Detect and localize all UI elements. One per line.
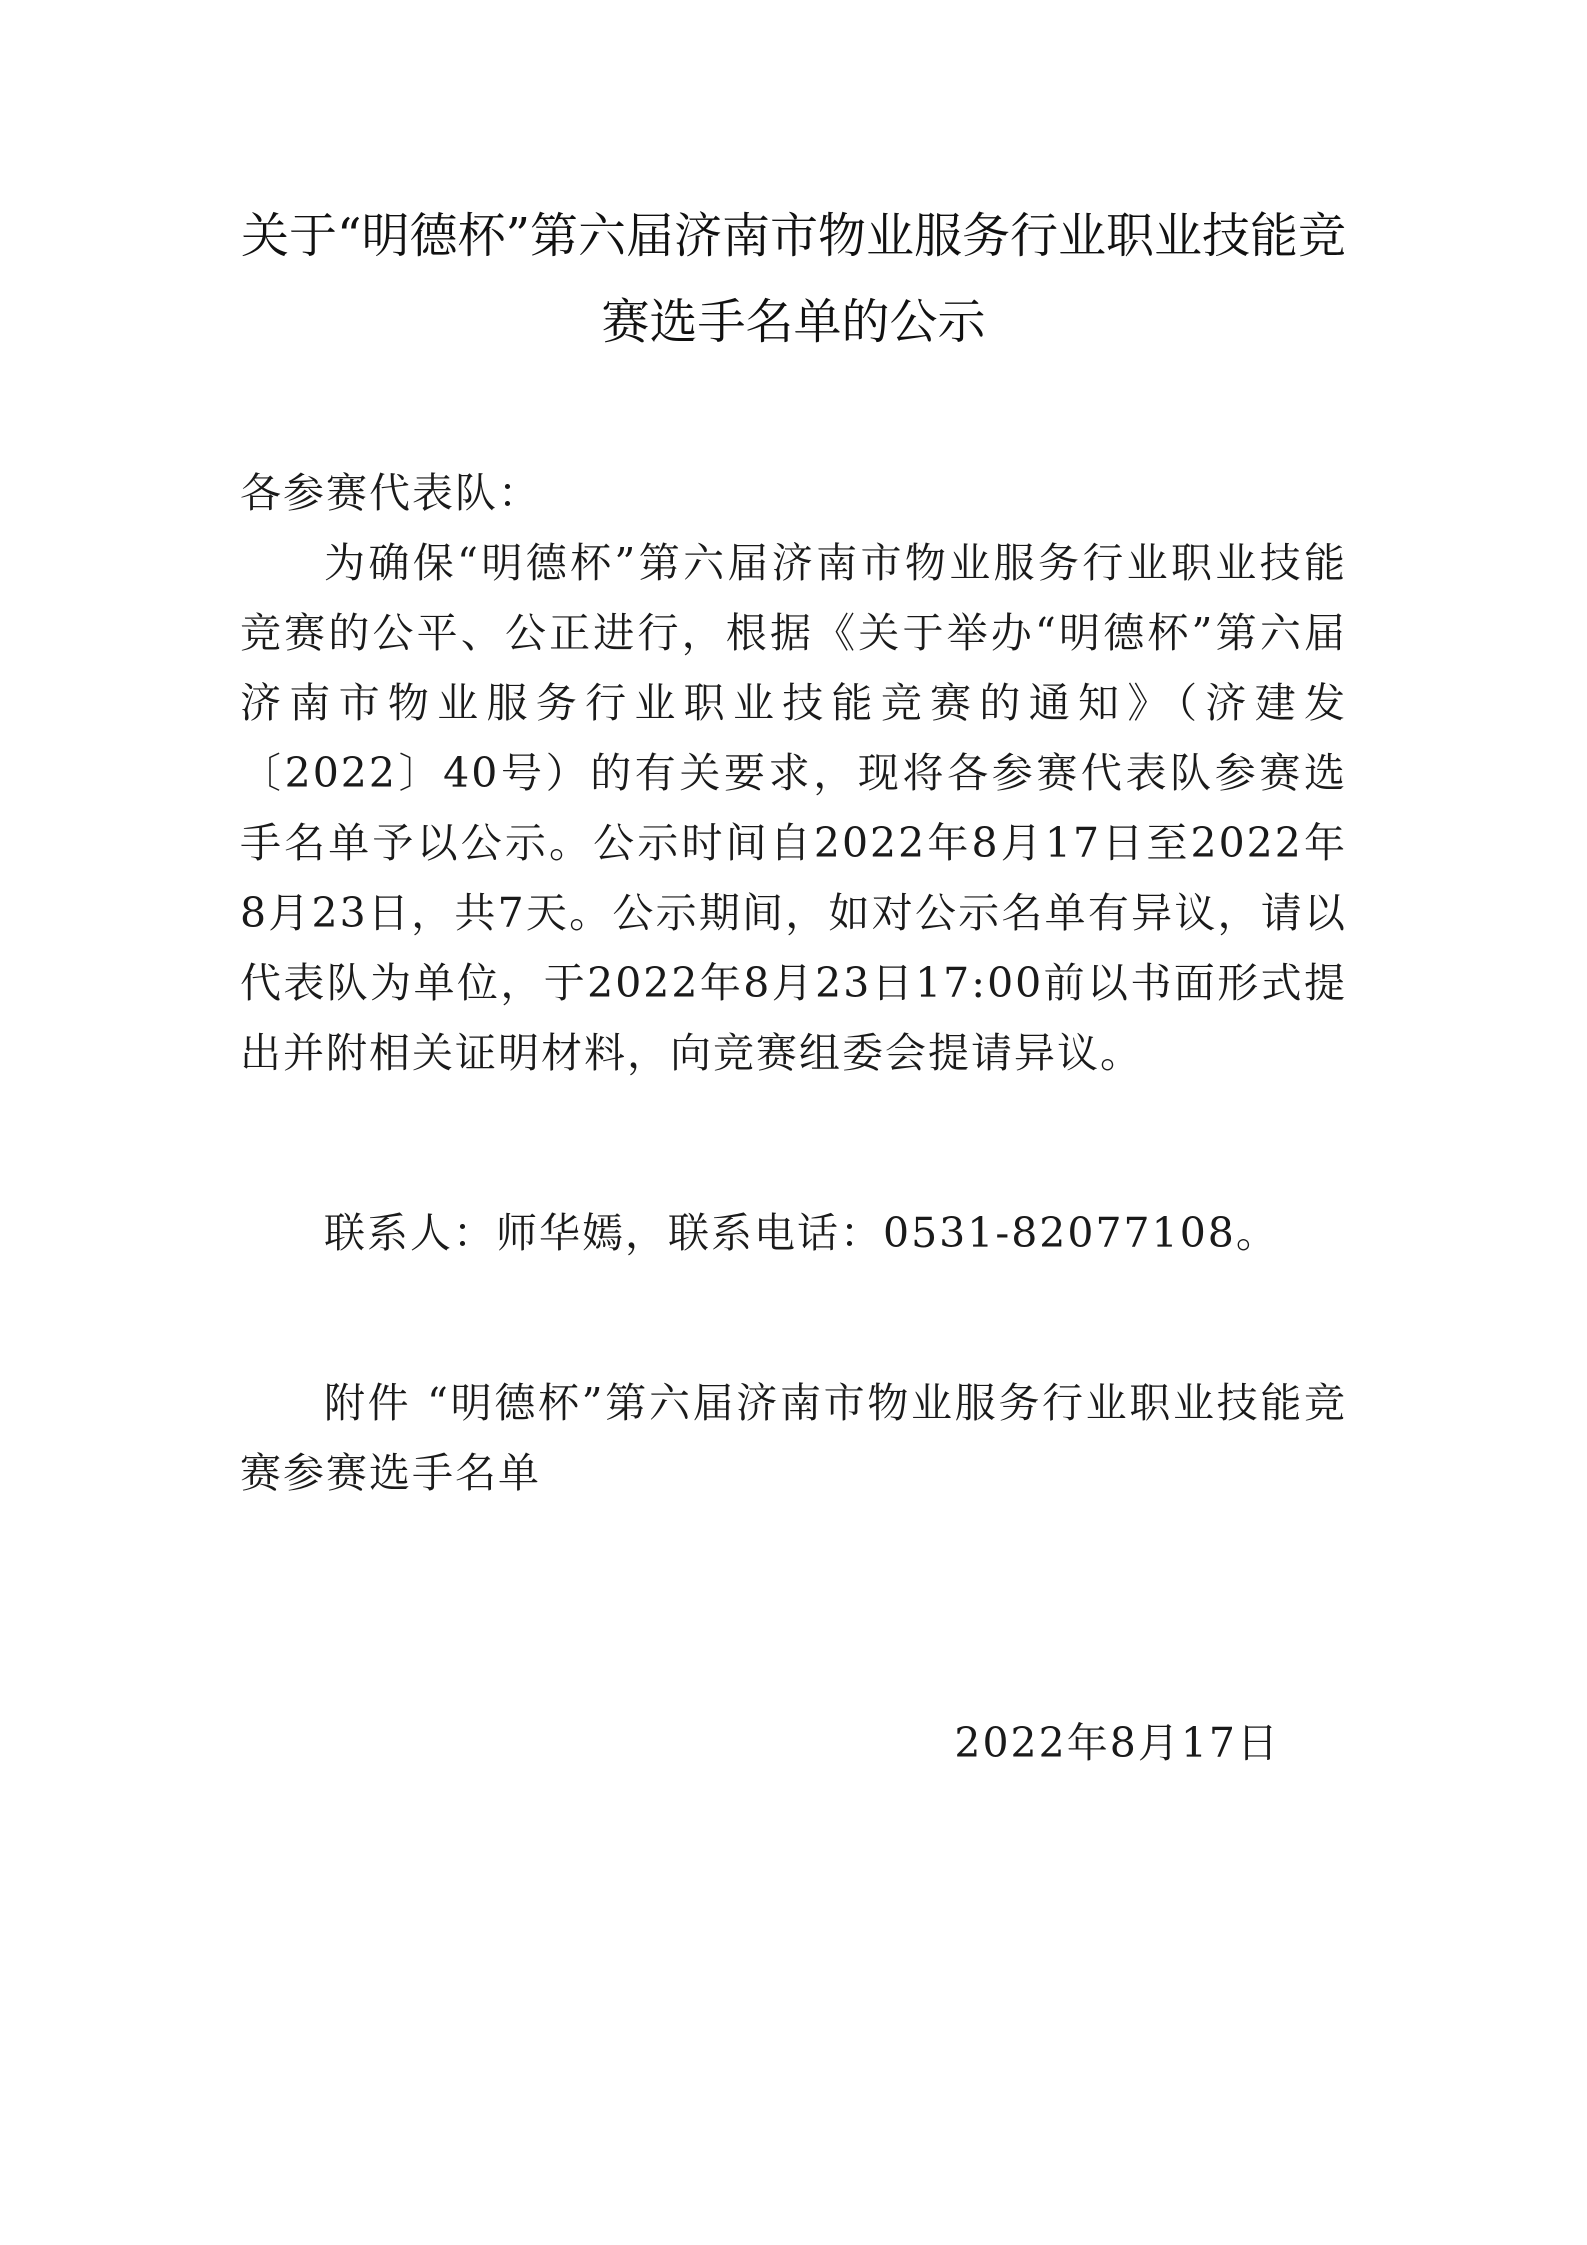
contact-line: 联系人：师华嫣，联系电话：0531-82077108。	[324, 1209, 1279, 1257]
document-date: 2022年8月17日	[954, 1719, 1280, 1767]
attachment-note: 附件 “明德杯”第六届济南市物业服务行业职业技能竞赛参赛选手名单	[240, 1379, 1347, 1497]
document-title: 关于“明德杯”第六届济南市物业服务行业职业技能竞赛选手名单的公示	[240, 208, 1347, 350]
main-paragraph: 为确保“明德杯”第六届济南市物业服务行业职业技能竞赛的公平、公正进行，根据《关于举办“明德杯”第六届济南市物业服务行业职业技能竞赛的通知》（济建发〔2022〕40号）的有关要求，现将各参赛代表队参赛选手名单予以公示。公示时间自2022年8月17日至2022年8月23日，共7天。公示期间，如对公示名单有异议，请以代表队为单位，于2022年8月23日17:00前以书面形式提出并附相关证明材料，向竞赛组委会提请异议。	[240, 539, 1347, 1077]
salutation: 各参赛代表队：	[240, 469, 541, 517]
